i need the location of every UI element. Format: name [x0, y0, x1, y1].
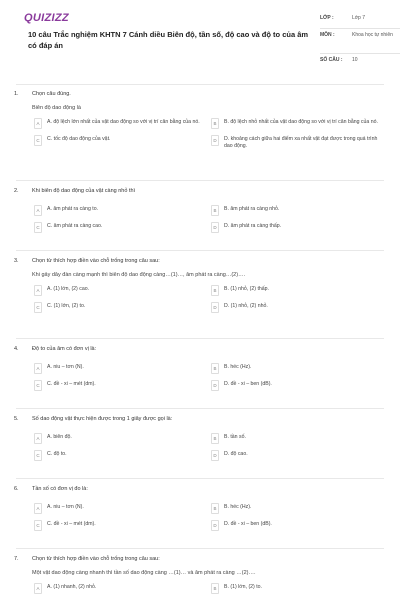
option-text: D. âm phát ra càng thấp.: [224, 223, 282, 229]
option-letter: B: [211, 583, 219, 594]
option-letter: A: [34, 363, 42, 374]
question-number: 3.: [14, 258, 19, 264]
question-7: [12, 555, 388, 596]
options-grid: [12, 583, 388, 596]
question-divider: [16, 180, 384, 181]
option-text: A. biên độ.: [47, 434, 72, 440]
options-grid: [12, 118, 388, 150]
question-number: 6.: [14, 486, 19, 492]
option-c[interactable]: [34, 135, 201, 150]
question-divider: [16, 250, 384, 251]
question-text: Chọn từ thích hợp điền vào chỗ trống trong câu sau:: [32, 556, 160, 562]
option-letter: D: [211, 380, 219, 391]
option-text: C. đề - xi – mét (dm).: [47, 521, 96, 527]
option-d[interactable]: [211, 520, 378, 533]
question-number: 2.: [14, 188, 19, 194]
question-text: Tần số có đơn vị đo là:: [32, 486, 88, 492]
option-text: B. héc (Hz).: [224, 504, 252, 510]
option-a[interactable]: [34, 205, 201, 218]
question-text: Độ to của âm có đơn vị là:: [32, 346, 97, 352]
option-letter: B: [211, 285, 219, 296]
option-letter: C: [34, 450, 42, 461]
option-text: A. độ lệch lớn nhất của vật dao động so với vị trí cân bằng của nó.: [47, 119, 200, 125]
option-text: C. (1) lớn, (2) to.: [47, 303, 86, 309]
option-text: A. (1) nhanh, (2) nhỏ.: [47, 584, 97, 590]
option-text: B. âm phát ra càng nhỏ.: [224, 206, 280, 212]
meta-row-count: [320, 54, 400, 71]
options-grid: [12, 285, 388, 315]
option-letter: B: [211, 363, 219, 374]
option-b[interactable]: [211, 205, 378, 218]
count-label: SỐ CÂU :: [320, 57, 343, 63]
option-letter: B: [211, 205, 219, 216]
option-text: D. đề - xi – ben (dB).: [224, 381, 272, 387]
option-letter: D: [211, 450, 219, 461]
option-text: B. tần số.: [224, 434, 246, 440]
option-letter: A: [34, 285, 42, 296]
question-5: [12, 415, 388, 463]
option-letter: D: [211, 520, 219, 531]
option-b[interactable]: [211, 118, 378, 131]
question-number: 7.: [14, 556, 19, 562]
option-a[interactable]: [34, 363, 201, 376]
question-number: 5.: [14, 416, 19, 422]
option-letter: C: [34, 380, 42, 391]
options-grid: [12, 503, 388, 533]
question-2: [12, 187, 388, 235]
option-text: B. (1) lớn, (2) to.: [224, 584, 262, 590]
option-text: D. (1) nhỏ, (2) nhỏ.: [224, 303, 268, 309]
question-number: 4.: [14, 346, 19, 352]
option-text: C. độ to.: [47, 451, 67, 457]
question-divider: [16, 548, 384, 549]
question-line: [12, 90, 388, 98]
header-divider: [16, 84, 384, 85]
option-text: B. héc (Hz).: [224, 364, 252, 370]
option-text: D. đề - xi – ben (dB).: [224, 521, 272, 527]
class-value: Lớp 7: [352, 15, 366, 21]
option-b[interactable]: [211, 285, 378, 298]
meta-table: [320, 12, 400, 71]
option-a[interactable]: [34, 285, 201, 298]
option-letter: D: [211, 302, 219, 313]
count-value: 10: [352, 57, 358, 63]
question-line: [12, 257, 388, 265]
option-d[interactable]: [211, 380, 378, 393]
question-subtext: Một vật dao động càng nhanh thì tần số dao động càng …(1)… và âm phát ra càng …(2)….: [32, 570, 256, 576]
question-6: [12, 485, 388, 533]
option-letter: A: [34, 433, 42, 444]
option-c[interactable]: [34, 302, 201, 315]
option-letter: D: [211, 222, 219, 233]
options-grid: [12, 433, 388, 463]
option-text: A. (1) lớn, (2) cao.: [47, 286, 90, 292]
option-d[interactable]: [211, 450, 378, 463]
question-text: Chọn câu đúng.: [32, 91, 71, 97]
option-letter: A: [34, 503, 42, 514]
option-c[interactable]: [34, 450, 201, 463]
option-letter: C: [34, 520, 42, 531]
question-line: [12, 485, 388, 493]
option-a[interactable]: [34, 433, 201, 446]
meta-row-class: [320, 12, 400, 29]
option-letter: C: [34, 302, 42, 313]
question-3: [12, 257, 388, 315]
option-text: A. âm phát ra càng to.: [47, 206, 99, 212]
question-divider: [16, 338, 384, 339]
option-c[interactable]: [34, 222, 201, 235]
question-text: Khi biên độ dao động của vật càng nhỏ thì: [32, 188, 136, 194]
question-line: [12, 555, 388, 563]
question-4: [12, 345, 388, 393]
question-line: [12, 345, 388, 353]
meta-row-subject: [320, 29, 400, 54]
option-text: C. âm phát ra càng cao.: [47, 223, 103, 229]
option-text: B. (1) nhỏ, (2) thấp.: [224, 286, 269, 292]
option-b[interactable]: [211, 433, 378, 446]
options-grid: [12, 363, 388, 393]
option-letter: A: [34, 205, 42, 216]
question-line: [12, 187, 388, 195]
option-letter: B: [211, 503, 219, 514]
option-c[interactable]: [34, 520, 201, 533]
option-text: C. đề - xi – mét (dm).: [47, 381, 96, 387]
option-letter: A: [34, 118, 42, 129]
option-text: D. độ cao.: [224, 451, 248, 457]
option-d[interactable]: [211, 222, 378, 235]
option-a[interactable]: [34, 503, 201, 516]
option-d[interactable]: [211, 302, 378, 315]
option-letter: C: [34, 135, 42, 146]
question-divider: [16, 478, 384, 479]
question-subtext: Khi gảy dây đàn càng mạnh thì biên độ dao động càng…(1)…, âm phát ra càng…(2)….: [32, 272, 246, 278]
quizizz-logo: QUIZIZZ: [24, 12, 69, 24]
option-text: C. tốc độ dao động của vật.: [47, 136, 111, 142]
option-text: A. niu – tơn (N).: [47, 364, 84, 370]
option-letter: D: [211, 135, 219, 146]
subject-label: MÔN :: [320, 32, 335, 38]
option-text: B. độ lệch nhỏ nhất của vật dao động so với vị trí cân bằng của nó.: [224, 119, 378, 125]
question-text: Số dao động vật thực hiện được trong 1 giây được gọi là:: [32, 416, 173, 422]
option-letter: B: [211, 433, 219, 444]
option-a[interactable]: [34, 583, 201, 596]
option-a[interactable]: [34, 118, 201, 131]
option-b[interactable]: [211, 503, 378, 516]
question-divider: [16, 408, 384, 409]
question-subtext: Biên độ dao động là: [32, 105, 81, 111]
option-letter: B: [211, 118, 219, 129]
subject-value: Khoa học tự nhiên: [352, 32, 393, 38]
option-b[interactable]: [211, 583, 378, 596]
options-grid: [12, 205, 388, 235]
option-text: D. khoảng cách giữa hai điểm xa nhất vật đạt được trong quá trình dao động.: [224, 136, 378, 149]
option-letter: C: [34, 222, 42, 233]
option-text: A. niu – tơn (N).: [47, 504, 84, 510]
option-d[interactable]: [211, 135, 378, 150]
option-letter: A: [34, 583, 42, 594]
class-label: LỚP :: [320, 15, 334, 21]
question-line: [12, 415, 388, 423]
worksheet-title: 10 câu Trắc nghiệm KHTN 7 Cánh diều Biên độ, tần số, độ cao và độ to của âm có đáp án: [28, 30, 309, 50]
option-c[interactable]: [34, 380, 201, 393]
question-number: 1.: [14, 91, 19, 97]
worksheet-header: [12, 0, 393, 82]
option-b[interactable]: [211, 363, 378, 376]
question-text: Chọn từ thích hợp điền vào chỗ trống trong câu sau:: [32, 258, 160, 264]
question-1: [12, 90, 388, 150]
